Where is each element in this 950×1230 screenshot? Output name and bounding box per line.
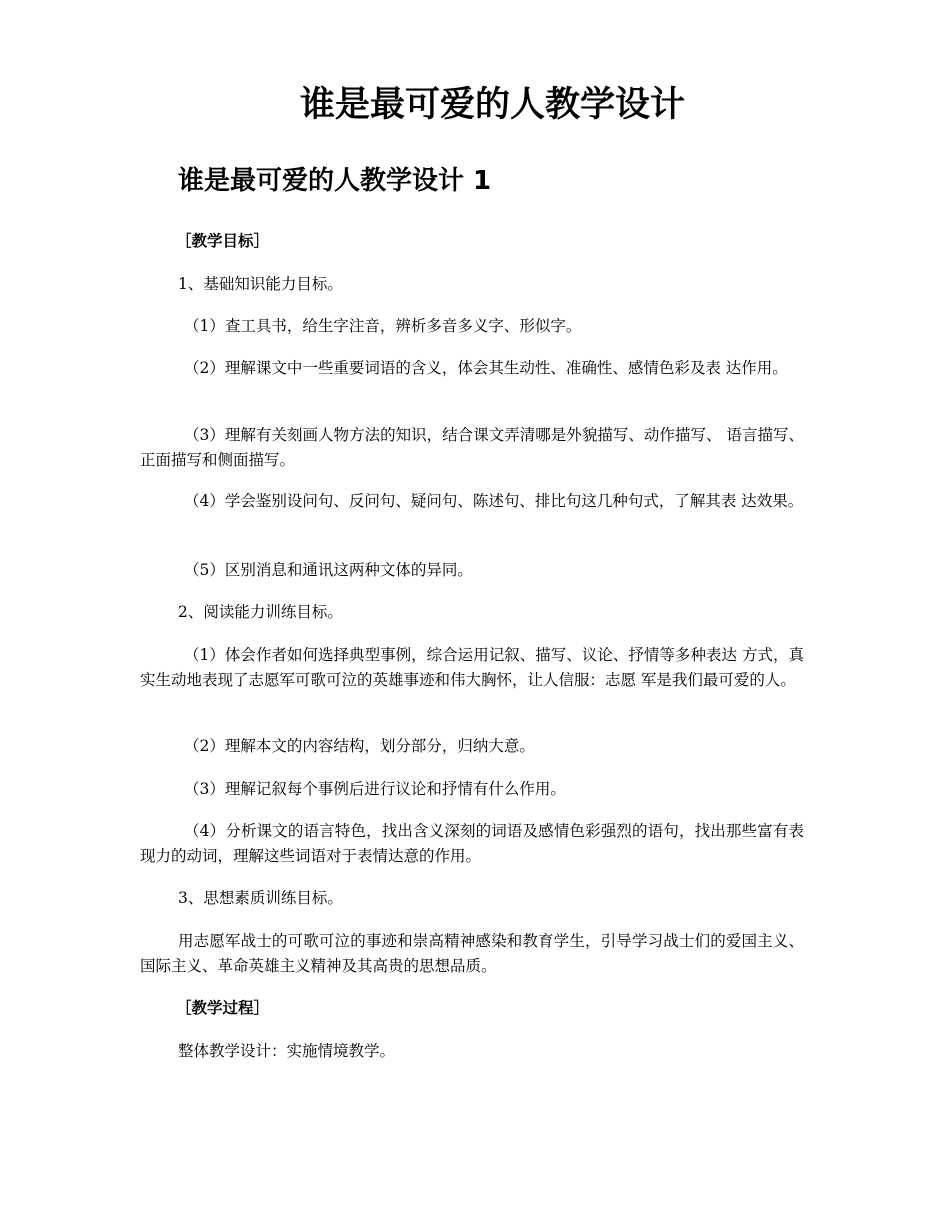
overall-design: 整体教学设计：实施情境教学。	[178, 1042, 396, 1060]
section-title: 谁是最可爱的人教学设计 1	[178, 166, 492, 196]
heading-teaching-objectives: ［教学目标］	[176, 232, 270, 250]
objective-3-description: 用志愿军战士的可歌可泣的事迹和崇高精神感染和教育学生，引导学习战士们的爱国主义、国际主义、革命英雄主义精神及其高贵的思想品质。	[140, 932, 804, 975]
objective-1-item-2: （2）理解课文中一些重要词语的含义，体会其生动性、准确性、感情色彩及表 达作用。	[184, 359, 788, 377]
objective-1-item-4: （4）学会鉴别设问句、反问句、疑问句、陈述句、排比句这几种句式，了解其表 达效果。	[184, 492, 804, 510]
objective-1-item-5: （5）区别消息和通讯这两种文体的异同。	[184, 561, 473, 579]
objective-3-ideology: 3、思想素质训练目标。	[178, 889, 343, 907]
objective-2-reading: 2、阅读能力训练目标。	[178, 603, 343, 621]
objective-2-item-2: （2）理解本文的内容结构，划分部分，归纳大意。	[184, 737, 535, 755]
objective-2-item-4: （4）分析课文的语言特色，找出含义深刻的词语及感情色彩强烈的语句，找出那些富有表现力的动词，理解这些词语对于表情达意的作用。	[140, 822, 804, 865]
objective-2-item-3: （3）理解记叙每个事例后进行议论和抒情有什么作用。	[184, 780, 566, 798]
objective-1-item-1: （1）查工具书，给生字注音，辨析多音多义字、形似字。	[184, 317, 582, 335]
document-title: 谁是最可爱的人教学设计	[299, 85, 685, 125]
objective-1-basic-knowledge: 1、基础知识能力目标。	[178, 275, 343, 293]
objective-1-item-3: （3）理解有关刻画人物方法的知识，结合课文弄清哪是外貌描写、动作描写、 语言描写、正面描写和侧面描写。	[140, 426, 804, 469]
heading-teaching-process: ［教学过程］	[176, 999, 270, 1017]
objective-2-item-1: （1）体会作者如何选择典型事例，综合运用记叙、描写、议论、抒情等多种表达 方式，真实生动地表现了志愿军可歌可泣的英雄事迹和伟大胸怀，让人信服：志愿 军是我们最可爱的人。	[140, 646, 804, 689]
